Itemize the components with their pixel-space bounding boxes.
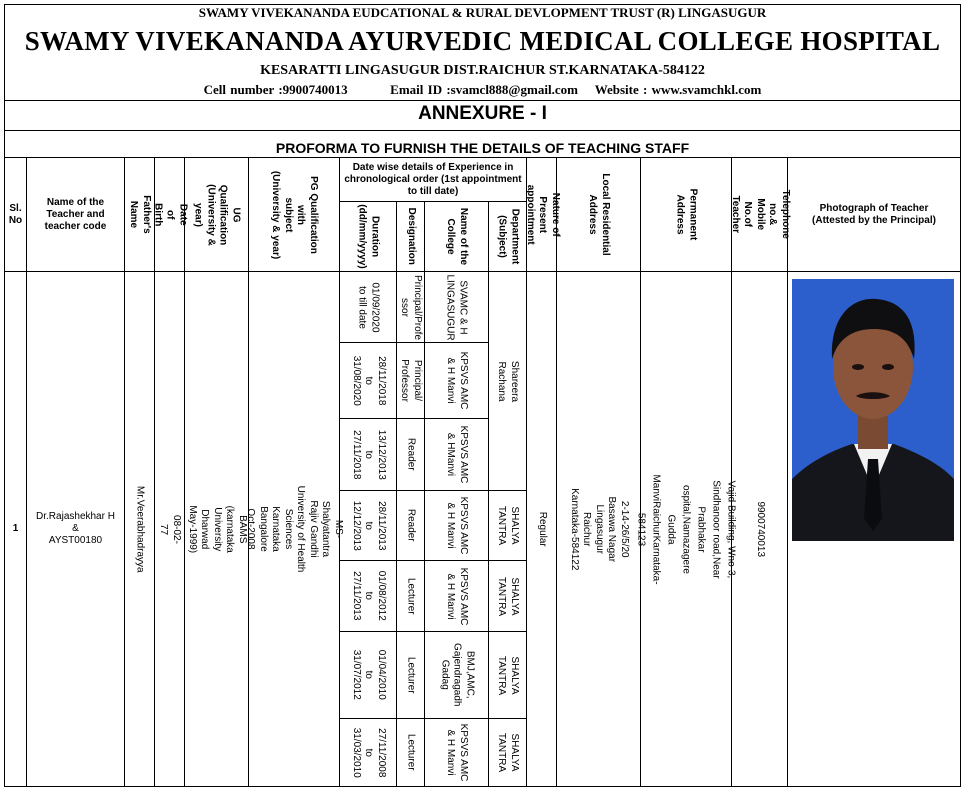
teacher-photo <box>792 279 954 541</box>
header-photo: Photograph of Teacher (Attested by the Principal) <box>812 202 936 226</box>
header-duration: Duration (dd/mm/yyyy) <box>357 204 381 269</box>
teacher-ug: BAMS (karnataka University Dharwad May-1999) <box>186 505 248 553</box>
experience-designation: Lecturer <box>405 734 417 771</box>
header-slno: Sl. No <box>8 202 23 226</box>
experience-college: SVAMC & H LINGASUGUR <box>445 273 469 341</box>
divider <box>4 130 961 131</box>
header-father: Father's Name <box>128 195 153 234</box>
experience-designation: Principal/Profe ssor <box>399 274 423 340</box>
header-name: Name of the Teacher and teacher code <box>44 196 107 232</box>
experience-designation: Lecturer <box>405 656 417 694</box>
experience-duration: 28/11/2018 to 31/08/2020 <box>350 355 387 406</box>
portrait-image <box>792 279 954 541</box>
experience-college: KPSVS AMC & H Manvi <box>445 496 469 555</box>
teacher-slno: 1 <box>12 523 19 534</box>
experience-duration: 01/09/2020 to till date <box>357 281 381 333</box>
experience-designation: Reader <box>405 509 417 542</box>
experience-duration: 27/11/2008 to 31/03/2010 <box>350 727 387 778</box>
teacher-pg: MS- Shalyatantra Rajiv Gandhi University of Health Sciences Karnataka Bangalore Oct-2008 <box>245 485 344 573</box>
experience-designation: Lecturer <box>405 577 417 615</box>
header-nature: Nature of Present appointment <box>524 184 561 245</box>
header-experience: Date wise details of Experience in chronological order (1st appointment to till date) <box>344 161 522 197</box>
experience-department: SHALYA TANTRA <box>496 655 521 695</box>
experience-college: KPSVS AMC & H Manvi <box>445 723 469 782</box>
teacher-telephone: 9900740013 <box>754 501 766 557</box>
header-dob: Date of Birth <box>152 202 189 227</box>
experience-college: KPSVS AMC & H Manvi <box>445 567 469 625</box>
trust-name: SWAMY VIVEKANANDA EUDCATIONAL & RURAL DEVLOPMENT TRUST (R) LINGASUGUR <box>198 5 767 20</box>
proforma-title: PROFORMA TO FURNISH THE DETAILS OF TEACHING STAFF <box>275 140 690 156</box>
experience-duration: 13/12/2013 to 27/11/2018 <box>350 429 387 480</box>
teacher-permanent-address: Vajid Building, Wno-3, Sindhanoor road,Near Prabhakar ospital,Namazagere Gudda ManviRaichurKarnataka-584123 <box>635 473 737 585</box>
header-local-address: Local Residential Address <box>587 173 611 256</box>
header-ug: UG Qualification (University & year) <box>193 183 242 246</box>
header-permanent-address: Permanent Address <box>675 188 699 241</box>
experience-duration: 28/11/2013 to 12/12/2013 <box>350 500 387 551</box>
experience-department: SHALYA TANTRA <box>496 505 521 546</box>
department-merged: Shareera Rachana <box>496 360 521 402</box>
teacher-father: Mr.Veerabhadrayya <box>134 485 146 573</box>
annexure-title: ANNEXURE - I <box>418 103 547 124</box>
teacher-local-address: 2-14-26/5/20 Basawa Nagar Lingasugur Raichur Karnataka-584122 <box>568 487 630 571</box>
college-address: KESARATTI LINGASUGUR DIST.RAICHUR ST.KARNATAKA-584122 <box>260 63 705 78</box>
experience-college: KPSVS AMC & HManvi <box>445 425 469 484</box>
experience-department: SHALYA TANTRA <box>496 576 521 616</box>
header-pg: PG Qualification with subject (University & year) <box>270 170 319 259</box>
experience-duration: 01/08/2012 to 27/11/2013 <box>350 570 387 622</box>
experience-designation: Principal/ Professor <box>399 359 424 402</box>
divider <box>4 100 961 101</box>
experience-designation: Reader <box>405 438 417 471</box>
teacher-name: Dr.Rajashekhar H & AYST00180 <box>36 511 115 546</box>
header-department: Department (Subject) <box>496 208 521 265</box>
experience-college: KPSVS AMC & H Manvi <box>445 351 469 410</box>
teacher-nature: Regular <box>536 511 548 547</box>
header-telephone: Telephone no.& Mobile No.of Teacher <box>729 189 791 240</box>
experience-duration: 01/04/2010 to 31/07/2012 <box>350 649 387 701</box>
header-designation: Designation <box>405 207 417 266</box>
college-contact: Cell number :9900740013 Email ID :svamcl888@gmail.com Website : www.svamchkl.com <box>203 82 762 97</box>
college-name: SWAMY VIVEKANANDA AYURVEDIC MEDICAL COLLEGE HOSPITAL <box>24 26 941 56</box>
experience-department: SHALYA TANTRA <box>496 732 521 773</box>
teacher-dob: 08-02-77 <box>158 514 182 544</box>
experience-college: BMJ,AMC, Gajendragadh Gadag <box>439 643 476 707</box>
header-college: Name of the College <box>445 207 469 266</box>
